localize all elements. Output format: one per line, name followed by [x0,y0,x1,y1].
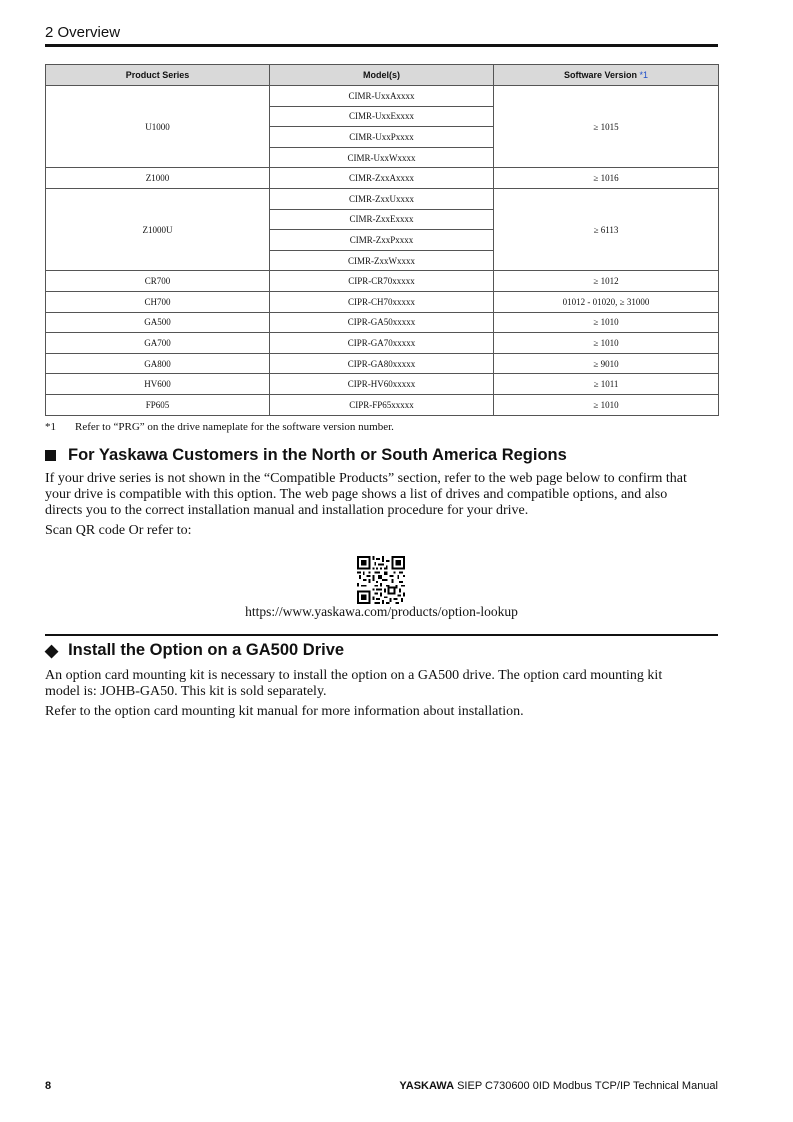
model-cell: CIMR-UxxExxxx [270,106,494,127]
column-header-software [494,65,719,86]
americas-line-2: your drive is compatible with this option. The web page shows a list of drives and compatible options, and also [45,487,668,502]
software-cell: ≥ 1010 [494,394,719,415]
software-cell: 01012 - 01020, ≥ 31000 [494,291,719,312]
footer-brand: YASKAWA [399,1080,455,1092]
column-header-models: Model(s) [270,65,494,86]
series-cell: Z1000 [46,168,270,189]
footer-doc-title-text: SIEP C730600 0ID Modbus TCP/IP Technical Manual [457,1080,718,1092]
table-row [46,394,719,415]
model-cell: CIMR-ZxxAxxxx [270,168,494,189]
model-cell: CIPR-HV60xxxxx [270,374,494,395]
software-cell: ≥ 1015 [494,86,719,168]
table-row [46,86,719,107]
model-cell: CIPR-GA70xxxxx [270,333,494,354]
table-row [46,168,719,189]
install-heading-text: Install the Option on a GA500 Drive [68,641,345,659]
software-cell: ≥ 6113 [494,188,719,270]
americas-line-3: directs you to the correct installation manual and installation procedure for your drive. [45,503,529,518]
diamond-bullet-icon: ◆ [45,641,59,660]
software-cell: ≥ 1016 [494,168,719,189]
model-cell: CIPR-GA80xxxxx [270,353,494,374]
series-cell: CR700 [46,271,270,292]
series-cell: GA700 [46,333,270,354]
model-cell: CIMR-UxxAxxxx [270,86,494,107]
americas-scan-text: Scan QR code Or refer to: [45,523,192,538]
series-cell: GA500 [46,312,270,333]
table-row [46,291,719,312]
column-header-software-label: Software Version [563,70,637,80]
series-cell: HV600 [46,374,270,395]
table-row [46,374,719,395]
table-row [46,312,719,333]
column-header-series: Product Series [46,65,270,86]
software-cell: ≥ 1010 [494,312,719,333]
install-line-1: An option card mounting kit is necessary to install the option on a GA500 drive. The option card mounting kit [45,668,663,683]
page-number: 8 [45,1080,52,1092]
section-rule [45,634,718,636]
footer-doc-title [399,1080,718,1092]
install-line-2: model is: JOHB-GA50. This kit is sold separately. [45,684,327,699]
table-row [46,353,719,374]
americas-heading [45,446,567,465]
table-footnote [45,421,394,433]
americas-line-1: If your drive series is not shown in the “Compatible Products” section, refer to the web page below to confirm that [45,471,687,486]
series-cell: FP605 [46,394,270,415]
table-row [46,333,719,354]
model-cell: CIPR-CR70xxxxx [270,271,494,292]
option-lookup-link[interactable]: https://www.yaskawa.com/products/option-lookup [245,604,518,619]
software-cell: ≥ 1010 [494,333,719,354]
model-cell: CIPR-GA50xxxxx [270,312,494,333]
footnote-mark: *1 [45,421,56,433]
table-header-row [46,65,719,86]
americas-heading-text: For Yaskawa Customers in the North or South America Regions [68,446,567,464]
series-cell: CH700 [46,291,270,312]
model-cell: CIMR-UxxWxxxx [270,147,494,168]
qr-code-icon[interactable] [357,556,405,604]
model-cell: CIMR-ZxxUxxxx [270,188,494,209]
series-cell: Z1000U [46,188,270,270]
model-cell: CIPR-FP65xxxxx [270,394,494,415]
series-cell: GA800 [46,353,270,374]
square-bullet-icon [45,450,56,461]
compatible-products-table [45,64,719,416]
footnote-text: Refer to “PRG” on the drive nameplate for the software version number. [75,421,394,433]
model-cell: CIMR-UxxPxxxx [270,127,494,148]
series-cell: U1000 [46,86,270,168]
software-cell: ≥ 1011 [494,374,719,395]
software-cell: ≥ 1012 [494,271,719,292]
table-row [46,271,719,292]
model-cell: CIMR-ZxxExxxx [270,209,494,230]
header-rule [45,44,718,47]
page-header-section: 2 Overview [45,24,121,41]
install-heading [45,641,344,660]
software-cell: ≥ 9010 [494,353,719,374]
model-cell: CIMR-ZxxWxxxx [270,250,494,271]
footnote-link[interactable]: *1 [639,70,649,80]
model-cell: CIMR-ZxxPxxxx [270,230,494,251]
model-cell: CIPR-CH70xxxxx [270,291,494,312]
install-line-3: Refer to the option card mounting kit manual for more information about installation. [45,704,524,719]
table-row [46,188,719,209]
